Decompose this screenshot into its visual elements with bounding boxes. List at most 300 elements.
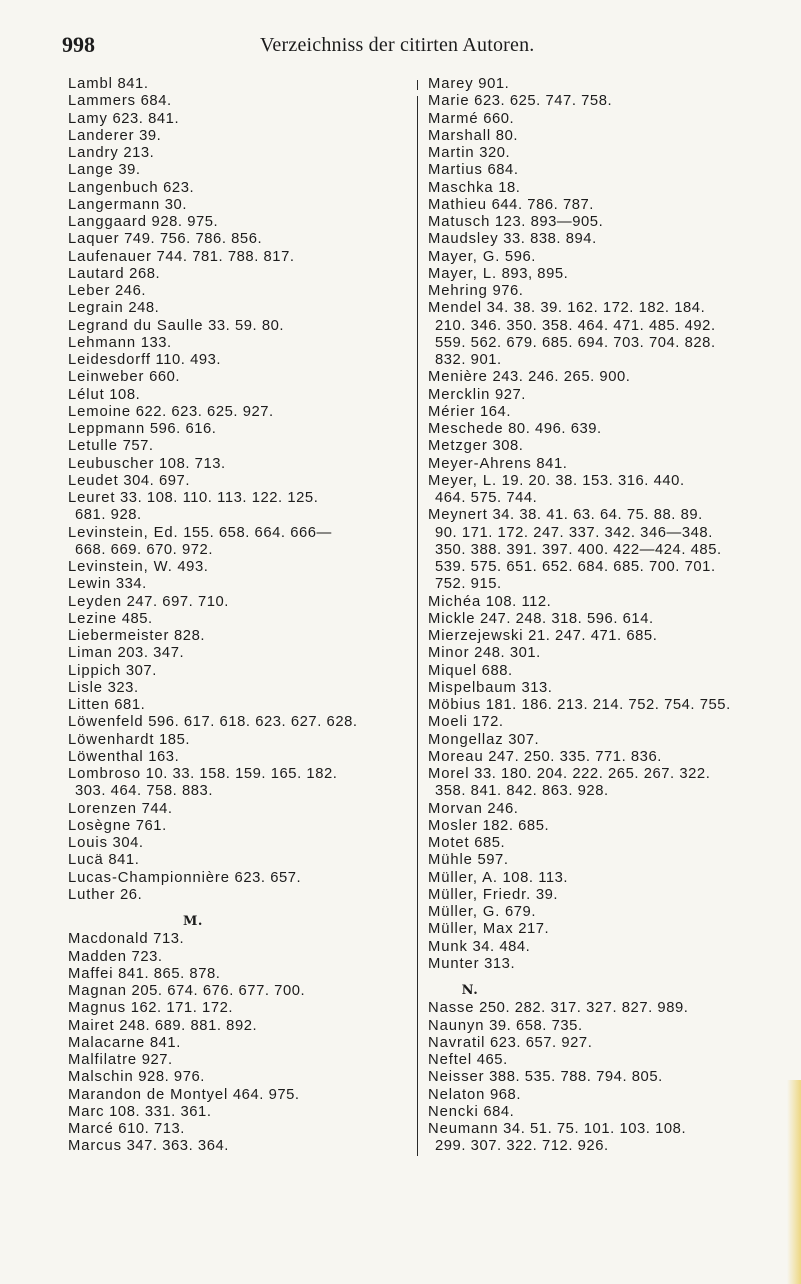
- author-name: Leber: [68, 283, 111, 299]
- section-letter: N.: [461, 983, 479, 998]
- index-entry: [68, 1069, 408, 1086]
- author-name: Mérier: [428, 403, 476, 420]
- index-entry: [428, 714, 780, 731]
- page-references: 976.: [492, 283, 524, 299]
- index-entry: [68, 697, 408, 714]
- page-references: 217.: [518, 921, 550, 938]
- page-references: 39.: [139, 127, 162, 144]
- author-name: Maffei: [68, 965, 114, 982]
- author-name: Legrain: [68, 300, 124, 317]
- author-name: Navratil: [428, 1034, 486, 1051]
- page-references: 34. 38. 41. 63. 64. 75. 88. 89.: [492, 507, 703, 524]
- page-references-continued: 358. 841. 842. 863. 928.: [435, 783, 609, 800]
- index-entry: [428, 1035, 780, 1052]
- author-name: Leubuscher: [68, 455, 155, 472]
- author-name: Marshall: [428, 127, 492, 144]
- page-references: 623. 841.: [112, 110, 180, 127]
- author-name: Metzger: [428, 438, 488, 455]
- page-references: 622. 623. 625. 927.: [135, 403, 274, 420]
- page-references: 744.: [141, 800, 173, 817]
- index-entry: [428, 1018, 780, 1035]
- index-entry: [68, 266, 408, 283]
- author-name: Mispelbaum: [428, 679, 517, 696]
- index-entry: [68, 197, 408, 214]
- page-references-continued: 668. 669. 670. 972.: [75, 541, 213, 558]
- index-entry: [68, 352, 408, 369]
- author-name: Landry: [68, 145, 119, 161]
- index-entry: [428, 283, 780, 300]
- index-entry: [68, 1052, 408, 1069]
- author-name: Marc: [68, 1103, 105, 1120]
- page-references-continued: 303. 464. 758. 883.: [75, 783, 213, 800]
- index-entry: [428, 1121, 780, 1156]
- author-name: Lautard: [68, 265, 125, 282]
- author-name: Nencki: [428, 1103, 479, 1120]
- page-references: 681.: [114, 697, 146, 713]
- index-entry: [68, 180, 408, 197]
- page-references: 30.: [164, 196, 187, 213]
- page-references: 347. 363. 364.: [126, 1138, 229, 1155]
- page-references: 485.: [121, 610, 153, 627]
- author-name: Mercklin: [428, 386, 491, 403]
- author-name: Matusch: [428, 214, 491, 230]
- index-entry: [68, 645, 408, 662]
- index-column-right: [428, 76, 780, 1156]
- page-references: 155. 658. 664. 666—: [183, 524, 332, 541]
- page-references: 181. 186. 213. 214. 752. 754. 755.: [485, 697, 731, 713]
- page-references: 248. 301.: [474, 645, 541, 662]
- author-name: Marie: [428, 93, 470, 110]
- author-name: Liman: [68, 645, 113, 662]
- index-entry: [68, 300, 408, 317]
- author-name: Malacarne: [68, 1034, 146, 1051]
- author-name: Müller, Friedr.: [428, 886, 532, 903]
- page-references: 688.: [481, 662, 513, 679]
- index-entry: [68, 404, 408, 421]
- author-name: Macdonald: [68, 931, 149, 948]
- author-name: Lisle: [68, 679, 103, 696]
- author-name: Legrand du Saulle: [68, 317, 204, 334]
- page-references: 248. 689. 881. 892.: [119, 1017, 258, 1034]
- page-references: 623. 625. 747. 758.: [474, 93, 613, 110]
- author-name: Malschin: [68, 1069, 134, 1086]
- page-references-continued: 464. 575. 744.: [435, 490, 538, 506]
- author-name: Langermann: [68, 196, 161, 213]
- author-name: Leyden: [68, 593, 122, 610]
- page-references: 685.: [474, 835, 506, 851]
- author-name: Nasse: [428, 1000, 475, 1017]
- index-entry: [68, 318, 408, 335]
- index-entry: [68, 387, 408, 404]
- author-name: Losègne: [68, 817, 132, 834]
- page-references-continued: 210. 346. 350. 358. 464. 471. 485. 492. 559. 562. 679. 685. 694. 703. 704. 828. 832. 901.: [435, 317, 716, 368]
- index-entry: [428, 628, 780, 645]
- page-references: 247. 248. 318. 596. 614.: [480, 610, 654, 627]
- author-name: Leuret: [68, 490, 116, 506]
- author-name: Lamy: [68, 110, 108, 127]
- author-name: Munk: [428, 938, 468, 955]
- page-references: 246.: [487, 800, 519, 817]
- page-references: 596. 616.: [149, 421, 217, 437]
- index-entry: [68, 438, 408, 455]
- page-references: 248.: [128, 300, 160, 317]
- author-name: Mayer, L.: [428, 265, 497, 282]
- author-name: Levinstein, Ed.: [68, 524, 179, 541]
- index-entry: [68, 931, 408, 948]
- index-entry: [68, 162, 408, 179]
- page-references: 893, 895.: [501, 265, 569, 282]
- author-name: Laufenauer: [68, 248, 152, 265]
- index-entry: [68, 559, 408, 576]
- page-references: 108. 113.: [502, 869, 569, 886]
- page-references: 39.: [535, 886, 559, 903]
- author-name: Martin: [428, 145, 475, 161]
- page-references: 927.: [141, 1052, 173, 1068]
- index-entry: [428, 507, 780, 593]
- index-entry: [68, 749, 408, 766]
- index-entry: [68, 335, 408, 352]
- index-entry: [428, 473, 780, 508]
- author-name: Michéa: [428, 593, 482, 610]
- index-entry: [68, 1121, 408, 1138]
- page-references: 623. 657.: [234, 869, 302, 886]
- author-name: Maschka: [428, 179, 494, 196]
- page-references: 213.: [123, 145, 155, 161]
- page-references: 334.: [115, 576, 147, 593]
- page-references: 388. 535. 788. 794. 805.: [489, 1069, 663, 1086]
- page-references: 968.: [489, 1086, 521, 1103]
- author-name: Moreau: [428, 748, 484, 765]
- author-name: Motet: [428, 835, 470, 851]
- author-name: Langenbuch: [68, 179, 159, 196]
- author-name: Möbius: [428, 697, 482, 713]
- page-references: 39. 658. 735.: [489, 1017, 583, 1034]
- index-entry: [428, 939, 780, 956]
- page-references: 610. 713.: [118, 1121, 185, 1137]
- index-entry: [68, 966, 408, 983]
- page-references: 841.: [108, 852, 140, 869]
- index-entry: [428, 766, 780, 801]
- page-references: 33. 838. 894.: [503, 231, 597, 248]
- page-references: 185.: [159, 731, 191, 748]
- author-name: Lambl: [68, 76, 113, 92]
- index-entry: [68, 983, 408, 1000]
- index-entry: [68, 369, 408, 386]
- index-entry: [428, 835, 780, 852]
- author-name: Morvan: [428, 800, 483, 817]
- author-name: Lewin: [68, 576, 112, 593]
- index-entry: [68, 473, 408, 490]
- author-name: Leinweber: [68, 369, 145, 386]
- author-name: Mierzejewski: [428, 628, 524, 644]
- index-entry: [428, 438, 780, 455]
- index-entry: [428, 76, 780, 93]
- author-name: Lammers: [68, 93, 136, 110]
- author-name: Morel: [428, 766, 470, 782]
- page-references: 250. 282. 317. 327. 827. 989.: [479, 1000, 689, 1017]
- index-entry: [68, 766, 408, 801]
- author-name: Lucas-Championnière: [68, 869, 230, 886]
- page-references: 163.: [148, 748, 180, 765]
- page-references: 596.: [504, 248, 536, 265]
- author-name: Müller, Max: [428, 921, 514, 938]
- page-references: 644. 786. 787.: [491, 196, 594, 213]
- author-name: Malfilatre: [68, 1052, 138, 1068]
- index-entry: [68, 1104, 408, 1121]
- page-number: 998: [62, 32, 95, 57]
- page-references: 10. 33. 158. 159. 165. 182.: [145, 766, 338, 782]
- section-letter: M.: [182, 914, 204, 929]
- page-references: 110. 493.: [155, 352, 222, 368]
- author-name: Maudsley: [428, 231, 499, 248]
- index-entry: [428, 801, 780, 818]
- index-entry: [428, 421, 780, 438]
- page-references-continued: 299. 307. 322. 712. 926.: [435, 1138, 609, 1155]
- author-name: Marcus: [68, 1138, 122, 1155]
- page-references: 80. 496. 639.: [508, 421, 602, 437]
- author-name: Lezine: [68, 610, 118, 627]
- index-entry: [428, 387, 780, 404]
- page-references: 182. 685.: [482, 817, 550, 834]
- author-name: Mathieu: [428, 196, 487, 213]
- author-name: Litten: [68, 697, 110, 713]
- page-references: 927.: [494, 386, 526, 403]
- index-entry: [428, 369, 780, 386]
- page-references: 679.: [505, 904, 536, 920]
- author-name: Moeli: [428, 714, 468, 731]
- author-name: Minor: [428, 645, 470, 662]
- page-references: 723.: [131, 948, 163, 965]
- author-name: Lehmann: [68, 334, 137, 351]
- page-references: 684.: [487, 162, 519, 179]
- page-references: 597.: [477, 852, 509, 869]
- index-entry: [428, 197, 780, 214]
- author-name: Lucä: [68, 852, 104, 869]
- author-name: Naunyn: [428, 1017, 485, 1034]
- author-name: Mendel: [428, 300, 482, 317]
- page-references: 464. 975.: [232, 1086, 300, 1103]
- page-references: 172.: [472, 714, 504, 731]
- author-name: Müller, G.: [428, 904, 501, 920]
- author-name: Lange: [68, 162, 114, 179]
- index-entry: [428, 697, 780, 714]
- page-references: 34. 484.: [472, 938, 531, 955]
- index-entry: [68, 870, 408, 887]
- author-name: Nelaton: [428, 1086, 486, 1103]
- index-entry: [68, 1035, 408, 1052]
- index-entry: [68, 663, 408, 680]
- author-name: Neisser: [428, 1069, 485, 1086]
- index-entry: [428, 404, 780, 421]
- page-references: 304.: [112, 835, 144, 851]
- author-name: Landerer: [68, 127, 135, 144]
- page-references: 34. 51. 75. 101. 103. 108.: [503, 1121, 687, 1137]
- index-entry: [428, 111, 780, 128]
- page-references: 108.: [109, 386, 141, 403]
- page-references: 313.: [484, 955, 516, 972]
- author-name: Lélut: [68, 386, 105, 403]
- index-entry: [428, 818, 780, 835]
- author-name: Louis: [68, 835, 108, 851]
- page-references: 33. 59. 80.: [208, 317, 285, 334]
- index-entry: [68, 525, 408, 560]
- page-references: 928. 976.: [138, 1069, 205, 1086]
- page-references: 465.: [476, 1052, 508, 1068]
- author-name: Letulle: [68, 438, 118, 455]
- author-name: Lemoine: [68, 403, 132, 420]
- page-references: 108. 112.: [485, 593, 552, 610]
- index-entry: [428, 162, 780, 179]
- index-entry: [428, 611, 780, 628]
- page-references: 246.: [115, 283, 147, 299]
- page-references: 308.: [492, 438, 524, 455]
- page-references: 596. 617. 618. 623. 627. 628.: [148, 714, 358, 731]
- page-references: 108. 713.: [159, 455, 226, 472]
- page-references: 749. 756. 786. 856.: [124, 231, 263, 248]
- author-name: Mühle: [428, 852, 473, 869]
- page-references-continued: 90. 171. 172. 247. 337. 342. 346—348. 350. 388. 391. 397. 400. 422—424. 485. 539. 575. 651. 652. 684. 685. 700. 701. 752. 915.: [435, 524, 722, 593]
- page-references: 713.: [153, 931, 185, 948]
- author-name: Luther: [68, 886, 116, 903]
- author-name: Magnan: [68, 983, 127, 999]
- index-entry: [428, 266, 780, 283]
- author-name: Marey: [428, 76, 474, 92]
- page-references: 841.: [117, 76, 149, 92]
- author-name: Magnus: [68, 1000, 127, 1017]
- index-entry: [428, 180, 780, 197]
- page-references: 313.: [521, 679, 553, 696]
- index-entry: [68, 1018, 408, 1035]
- author-name: Miquel: [428, 662, 477, 679]
- page-references: 164.: [480, 403, 511, 420]
- author-name: Liebermeister: [68, 628, 170, 644]
- author-name: Levinstein, W.: [68, 559, 173, 575]
- page-references: 33. 108. 110. 113. 122. 125.: [120, 490, 319, 506]
- index-entry: [428, 1000, 780, 1017]
- index-entry: [68, 421, 408, 438]
- index-entry: [68, 231, 408, 248]
- index-entry: [68, 1138, 408, 1155]
- page-references: 841.: [149, 1034, 181, 1051]
- page-references: 623. 657. 927.: [490, 1034, 593, 1051]
- page-references: 34. 38. 39. 162. 172. 182. 184.: [486, 300, 706, 317]
- index-entry: [68, 732, 408, 749]
- column-divider: [417, 96, 418, 1156]
- index-entry: [428, 663, 780, 680]
- author-name: Meyer, L.: [428, 472, 497, 489]
- author-name: Madden: [68, 948, 127, 965]
- author-name: Leudet: [68, 472, 119, 489]
- page-references: 320.: [479, 145, 511, 161]
- index-entry: [68, 490, 408, 525]
- index-entry: [68, 283, 408, 300]
- page-references: 761.: [135, 817, 167, 834]
- page-references: 19. 20. 38. 153. 316. 440.: [501, 472, 685, 489]
- page-references: 39.: [118, 162, 141, 179]
- index-entry: [428, 300, 780, 369]
- index-entry: [428, 904, 780, 921]
- index-entry: [428, 732, 780, 749]
- index-entry: [68, 1000, 408, 1017]
- page-references: 247. 250. 335. 771. 836.: [488, 748, 662, 765]
- index-entry: [68, 1087, 408, 1104]
- author-name: Neftel: [428, 1052, 473, 1068]
- index-entry: [68, 611, 408, 628]
- page-references: 133.: [140, 334, 172, 351]
- index-entry: [428, 956, 780, 973]
- page-references: 18.: [498, 179, 521, 196]
- page-references: 684.: [140, 93, 172, 110]
- index-entry: [68, 594, 408, 611]
- index-entry: [68, 576, 408, 593]
- page-references: 33. 180. 204. 222. 265. 267. 322.: [474, 766, 711, 782]
- index-entry: [428, 456, 780, 473]
- index-entry: [428, 749, 780, 766]
- index-entry: [68, 76, 408, 93]
- author-name: Lombroso: [68, 766, 141, 782]
- index-entry: [68, 214, 408, 231]
- author-name: Leidesdorff: [68, 352, 151, 368]
- author-name: Langgaard: [68, 214, 147, 230]
- page-references: 304. 697.: [123, 472, 191, 489]
- page-references: 203. 347.: [117, 645, 185, 662]
- index-entry: [68, 818, 408, 835]
- index-entry: [68, 128, 408, 145]
- author-name: Löwenhardt: [68, 731, 155, 748]
- author-name: Mehring: [428, 283, 488, 299]
- index-entry: [428, 645, 780, 662]
- page-references: 307.: [508, 731, 540, 748]
- index-entry: [68, 887, 408, 904]
- running-title: Verzeichniss der citirten Autoren.: [260, 34, 535, 56]
- page-references: 108. 331. 361.: [109, 1103, 212, 1120]
- author-name: Mongellaz: [428, 731, 504, 748]
- index-column-left: [68, 76, 408, 1156]
- page-references: 307.: [125, 662, 157, 679]
- page-references: 928. 975.: [151, 214, 219, 230]
- page-references: 247. 697. 710.: [126, 593, 229, 610]
- index-entry: [428, 594, 780, 611]
- author-name: Löwenfeld: [68, 714, 144, 731]
- index-entry: [428, 214, 780, 231]
- index-entry: [68, 801, 408, 818]
- author-name: Leppmann: [68, 421, 146, 437]
- author-name: Neumann: [428, 1121, 499, 1137]
- page-references: 828.: [174, 628, 206, 644]
- author-name: Munter: [428, 955, 480, 972]
- page-references: 268.: [129, 265, 161, 282]
- page-references: 623.: [163, 179, 195, 196]
- page-references: 744. 781. 788. 817.: [156, 248, 295, 265]
- page-edge-tint: [787, 1080, 801, 1284]
- page-references: 323.: [107, 679, 139, 696]
- author-name: Meynert: [428, 507, 488, 524]
- page-references: 660.: [483, 110, 515, 127]
- index-entry: [68, 949, 408, 966]
- index-entry: [428, 128, 780, 145]
- index-entry: [428, 1052, 780, 1069]
- page-references: 841. 865. 878.: [118, 965, 221, 982]
- index-entry: [428, 1069, 780, 1086]
- index-entry: [428, 249, 780, 266]
- index-entry: [68, 680, 408, 697]
- index-entry: [428, 887, 780, 904]
- page-references-continued: 681. 928.: [75, 507, 142, 524]
- index-entry: [68, 835, 408, 852]
- page-references: 21. 247. 471. 685.: [528, 628, 658, 644]
- index-entry: [428, 93, 780, 110]
- author-name: Lippich: [68, 662, 122, 679]
